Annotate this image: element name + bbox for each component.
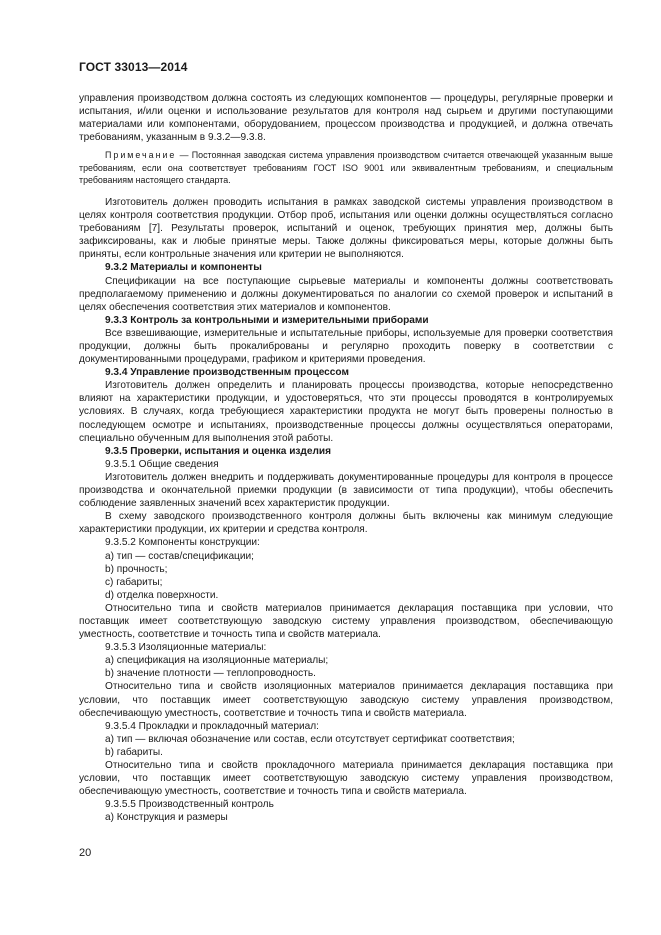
note-text: — Постоянная заводская система управления производством считается отвечающей указанным выше требованиям, если она соответствует требованиям ГОСТ ISO 9001 или эквивалентным требованиям, и специальным требованиям настоящего стандарта. bbox=[79, 150, 613, 185]
list-item: a) спецификация на изоляционные материалы; bbox=[105, 655, 329, 667]
section-9-3-5-5-heading: 9.3.5.5 Производственный контроль bbox=[105, 799, 274, 811]
section-9-3-3-text: Все взвешивающие, измерительные и испытательные приборы, используемые для проверки соответствия продукции, должны быть прокалиброваны и регулярно проходить поверку в соответствии с документированными процедурами, графиком и критериями проведения. bbox=[79, 327, 613, 366]
section-9-3-4-heading: 9.3.4 Управление производственным процессом bbox=[105, 367, 349, 379]
intro-paragraph: управления производством должна состоять из следующих компонентов — процедуры, регулярные проверки и испытания, и/или оценки и использование результатов для контроля над сырьем и другими поступающими материалами или компонентами, оборудованием, процессом производства и продукцией, и должна отвечать требованиям, указанным в 9.3.2—9.3.8. bbox=[79, 93, 613, 144]
section-9-3-3-heading: 9.3.3 Контроль за контрольными и измерительными приборами bbox=[105, 314, 429, 326]
note-label: Примечание bbox=[105, 150, 177, 161]
section-9-3-5-4-heading: 9.3.5.4 Прокладки и прокладочный материал: bbox=[105, 720, 319, 732]
section-9-3-2-heading: 9.3.2 Материалы и компоненты bbox=[105, 262, 262, 274]
list-item: d) отделка поверхности. bbox=[105, 589, 219, 601]
list-item: b) значение плотности — теплопроводность. bbox=[105, 668, 316, 680]
note-paragraph bbox=[79, 149, 613, 186]
section-9-3-5-heading: 9.3.5 Проверки, испытания и оценка изделия bbox=[105, 445, 331, 457]
section-9-3-5-2-text: Относительно типа и свойств материалов принимается декларация поставщика при условии, что поставщик имеет соответствующую заводскую систему управления производством, обеспечивающую уместность, соответствие и точность типа и свойств материала. bbox=[79, 602, 613, 641]
section-9-3-5-1-paragraph: В схему заводского производственного контроля должны быть включены как минимум следующие характеристики продукции, их критерии и средства контроля. bbox=[79, 511, 613, 536]
list-item: c) габариты; bbox=[105, 576, 163, 588]
list-item: a) Конструкция и размеры bbox=[105, 812, 228, 824]
section-9-3-5-3-heading: 9.3.5.3 Изоляционные материалы: bbox=[105, 642, 267, 654]
document-header: ГОСТ 33013—2014 bbox=[79, 60, 188, 74]
section-9-3-2-text: Спецификации на все поступающие сырьевые материалы и компоненты должны соответствовать предполагаемому применению и должны документироваться по аналогии со схемой проверок и испытаний в целях обеспечения соответствия этих материалов и компонентов. bbox=[79, 275, 613, 313]
page-number: 20 bbox=[79, 847, 92, 859]
section-9-3-5-4-text: Относительно типа и свойств прокладочного материала принимается декларация поставщика при условии, что поставщик имеет соответствующую заводскую систему управления производством, обеспечивающую уместность, соответствие и точность типа и свойств материала. bbox=[79, 760, 613, 798]
section-9-3-5-2-heading: 9.3.5.2 Компоненты конструкции: bbox=[105, 537, 260, 549]
tests-paragraph: Изготовитель должен проводить испытания в рамках заводской системы управления производством в целях контроля соответствия продукции. Отбор проб, испытания или оценки должны осуществляться согласно требованиям [7]. Результаты проверок, испытаний и оценок, требующих принятия мер, должны быть зафиксированы, как и любые принятые меры. Также должны фиксироваться меры, которые должны быть приняты, если контрольные значения или критерии не выполняются. bbox=[79, 196, 613, 261]
list-item: a) тип — включая обозначение или состав, если отсутствует сертификат соответствия; bbox=[105, 733, 515, 745]
section-9-3-5-3-text: Относительно типа и свойств изоляционных материалов принимается декларация поставщика при условии, что поставщик имеет соответствующую заводскую систему управления производством, обеспечивающую уместность, соответствие и точность типа и свойств материала. bbox=[79, 681, 613, 719]
list-item: b) габариты. bbox=[105, 746, 163, 758]
list-item: a) тип — состав/спецификации; bbox=[105, 550, 254, 562]
page-content bbox=[79, 92, 613, 824]
section-9-3-5-1-heading: 9.3.5.1 Общие сведения bbox=[105, 458, 219, 470]
section-9-3-5-1-paragraph: Изготовитель должен внедрить и поддерживать документированные процедуры для контроля в процессе производства и окончательной приемки продукции (в зависимости от типа продукции), чтобы обеспечить соблюдение заявленных значений всех характеристик продукции. bbox=[79, 471, 613, 510]
section-9-3-4-text: Изготовитель должен определить и планировать процессы производства, которые непосредственно влияют на характеристики продукции, и удостоверяться, что эти процессы проводятся в контролируемых условиях. В случаях, когда требующиеся характеристики продукта не могут быть проверены полностью в последующем осмотре и испытаниях, производственные процессы должны осуществляться операторами, специально обученным для выполнения этой работы. bbox=[79, 380, 613, 444]
list-item: b) прочность; bbox=[105, 563, 168, 575]
